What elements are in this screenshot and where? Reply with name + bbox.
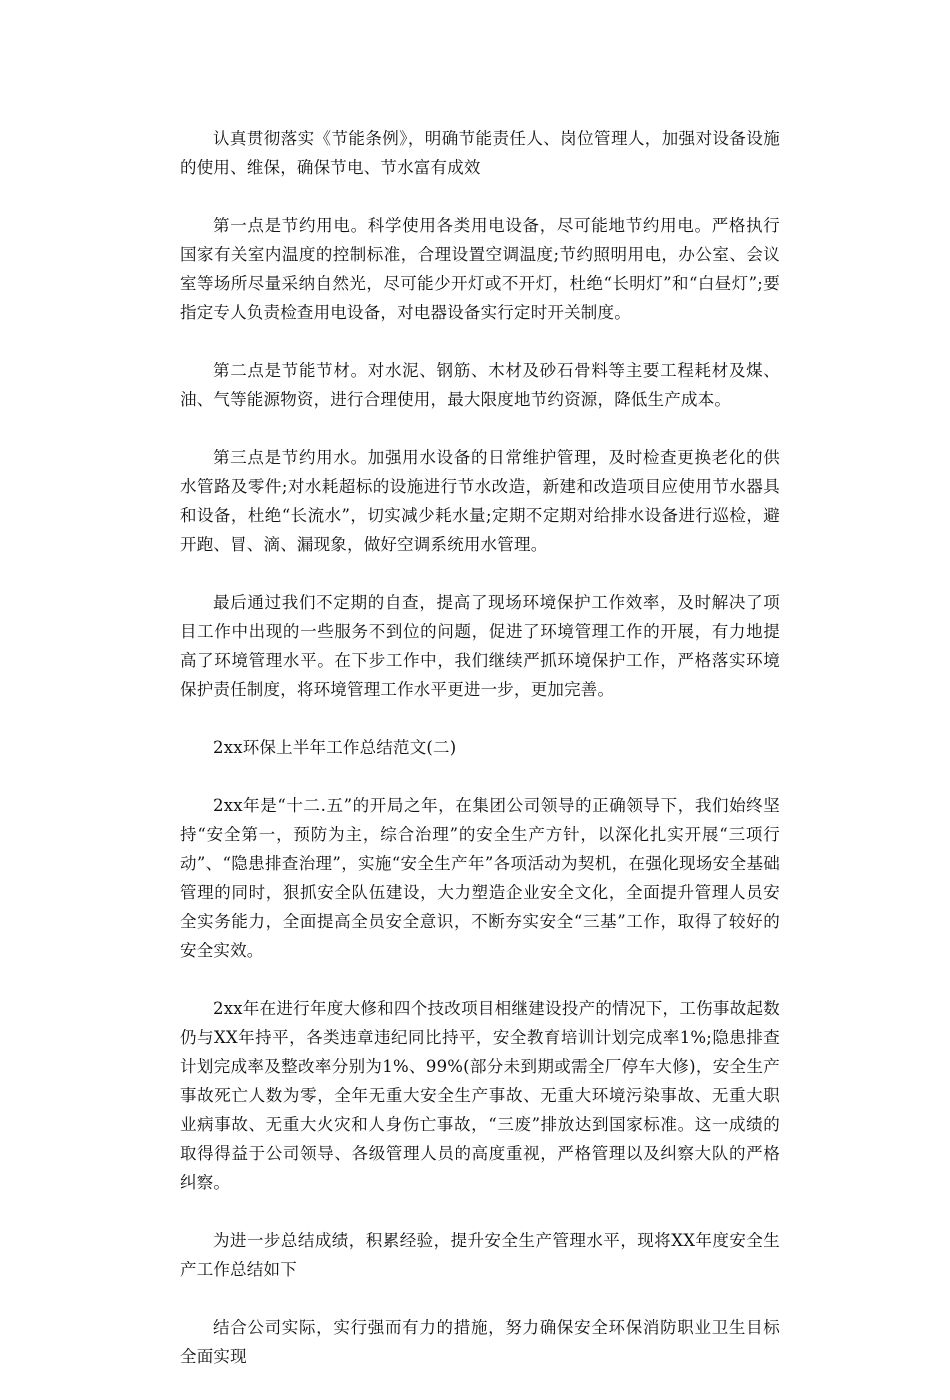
paragraph-self-inspection: 最后通过我们不定期的自查，提高了现场环境保护工作效率，及时解决了项目工作中出现的一些服务不到位的问题，促进了环境管理工作的开展，有力地提高了环境管理水平。在下步工作中，我们继续严抓环境保护工作，严格落实环境保护责任制度，将环境管理工作水平更进一步，更加完善。 [180,593,780,699]
paragraph-save-materials: 第二点是节能节材。对水泥、钢筋、木材及砂石骨料等主要工程耗材及煤、油、气等能源物资，进行合理使用，最大限度地节约资源，降低生产成本。 [180,361,780,409]
section-heading: 2xx环保上半年工作总结范文(二) [213,738,457,757]
paragraph-year-overview: 2xx年是“十二.五”的开局之年，在集团公司领导的正确领导下，我们始终坚持“安全第一，预防为主，综合治理”的安全生产方针，以深化扎实开展“三项行动”、“隐患排查治理”，实施“安全生产年”各项活动为契机，在强化现场安全基础管理的同时，狠抓安全队伍建设，大力塑造企业安全文化，全面提升管理人员安全实务能力，全面提高全员安全意识，不断夯实安全“三基”工作，取得了较好的安全实效。 [180,796,780,960]
paragraph-summary-intro: 为进一步总结成绩，积累经验，提升安全生产管理水平，现将XX年度安全生产工作总结如下 [180,1231,780,1279]
paragraph-safety-results: 2xx年在进行年度大修和四个技改项目相继建设投产的情况下，工伤事故起数仍与XX年持平，各类违章违纪同比持平，安全教育培训计划完成率1%;隐患排查计划完成率及整改率分别为1%、99%(部分未到期或需全厂停车大修)，安全生产事故死亡人数为零，全年无重大安全生产事故、无重大环境污染事故、无重大职业病事故、无重大火灾和人身伤亡事故，“三废”排放达到国家标准。这一成绩的取得得益于公司领导、各级管理人员的高度重视，严格管理以及纠察大队的严格纠察。 [180,999,780,1192]
paragraph-energy-regulation: 认真贯彻落实《节能条例》，明确节能责任人、岗位管理人，加强对设备设施的使用、维保，确保节电、节水富有成效 [180,129,780,177]
paragraph-save-water: 第三点是节约用水。加强用水设备的日常维护管理，及时检查更换老化的供水管路及零件;对水耗超标的设施进行节水改造，新建和改造项目应使用节水器具和设备，杜绝“长流水”，切实减少耗水量;定期不定期对给排水设备进行巡检，避开跑、冒、滴、漏现象，做好空调系统用水管理。 [180,448,780,554]
paragraph-save-electricity: 第一点是节约用电。科学使用各类用电设备，尽可能地节约用电。严格执行国家有关室内温度的控制标准，合理设置空调温度;节约照明用电，办公室、会议室等场所尽量采纳自然光，尽可能少开灯或不开灯，杜绝“长明灯”和“白昼灯”;要指定专人负责检查用电设备，对电器设备实行定时开关制度。 [180,216,780,322]
document-body [180,124,780,1400]
paragraph-goals: 结合公司实际，实行强而有力的措施，努力确保安全环保消防职业卫生目标全面实现 [180,1318,780,1366]
